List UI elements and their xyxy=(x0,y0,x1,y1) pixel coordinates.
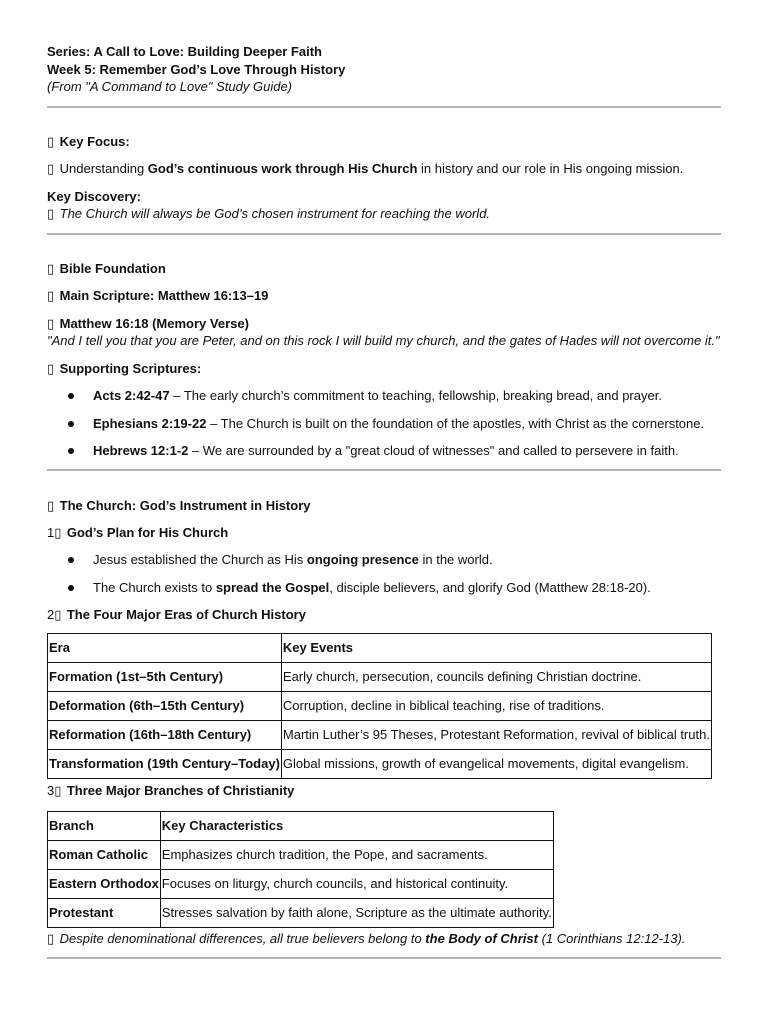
era-name: Formation (1st–5th Century) xyxy=(48,663,282,692)
table-header-row xyxy=(48,812,554,841)
missing-glyph-icon: ▯ xyxy=(47,206,55,221)
era-name: Reformation (16th–18th Century) xyxy=(48,721,282,750)
era-events: Global missions, growth of evangelical movements, digital evangelism. xyxy=(281,750,711,779)
supporting-scripture-item: Hebrews 12:1-2 – We are surrounded by a "great cloud of witnesses" and called to persevere in faith. xyxy=(93,443,679,458)
table-header-cell: Branch xyxy=(48,812,161,841)
missing-glyph-icon: ▯ xyxy=(47,134,55,149)
table-row xyxy=(48,692,712,721)
plan-item: Jesus established the Church as His ongoing presence in the world. xyxy=(93,552,493,567)
memory-verse-heading: ▯ Matthew 16:18 (Memory Verse) xyxy=(47,316,249,331)
era-events: Martin Luther’s 95 Theses, Protestant Reformation, revival of biblical truth. xyxy=(281,721,711,750)
church-section-heading: ▯ The Church: God’s Instrument in History xyxy=(47,498,311,513)
table-row xyxy=(48,750,712,779)
table-row xyxy=(48,721,712,750)
table-header-cell: Key Characteristics xyxy=(160,812,553,841)
branches-heading: 3▯ Three Major Branches of Christianity xyxy=(47,783,295,798)
missing-glyph-icon: ▯ xyxy=(47,316,55,331)
unity-note: ▯ Despite denominational differences, all true believers belong to the Body of Christ (1 Corinthians 12:12-13). xyxy=(47,931,686,946)
divider xyxy=(47,233,721,235)
supporting-scripture-item: Acts 2:42-47 – The early church’s commitment to teaching, fellowship, breaking bread, and prayer. xyxy=(93,388,662,403)
branches-table xyxy=(47,811,554,928)
bullet-icon xyxy=(68,393,74,399)
branch-characteristics: Stresses salvation by faith alone, Scripture as the ultimate authority. xyxy=(160,899,553,928)
table-row xyxy=(48,870,554,899)
era-events: Corruption, decline in biblical teaching, rise of traditions. xyxy=(281,692,711,721)
table-row xyxy=(48,663,712,692)
missing-glyph-icon: ▯ xyxy=(47,361,55,376)
missing-glyph-icon: ▯ xyxy=(47,161,55,176)
missing-glyph-icon: ▯ xyxy=(47,288,55,303)
era-name: Deformation (6th–15th Century) xyxy=(48,692,282,721)
week-title: Week 5: Remember God’s Love Through History xyxy=(47,62,346,77)
key-focus-text: ▯ Understanding God’s continuous work through His Church in history and our role in His ongoing mission. xyxy=(47,161,684,176)
branch-name: Roman Catholic xyxy=(48,841,161,870)
table-header-cell: Era xyxy=(48,634,282,663)
divider xyxy=(47,106,721,108)
bullet-icon xyxy=(68,585,74,591)
bible-foundation-heading: ▯ Bible Foundation xyxy=(47,261,166,276)
key-discovery-text: ▯ The Church will always be God’s chosen instrument for reaching the world. xyxy=(47,206,491,221)
memory-verse-text: "And I tell you that you are Peter, and on this rock I will build my church, and the gates of Hades will not overcome it." xyxy=(47,333,720,348)
series-title: Series: A Call to Love: Building Deeper Faith xyxy=(47,44,322,59)
missing-glyph-icon: ▯ xyxy=(54,525,62,540)
bullet-icon xyxy=(68,448,74,454)
bullet-icon xyxy=(68,557,74,563)
table-header-cell: Key Events xyxy=(281,634,711,663)
key-discovery-heading: Key Discovery: xyxy=(47,189,141,204)
table-header-row xyxy=(48,634,712,663)
plan-heading: 1▯ God’s Plan for His Church xyxy=(47,525,229,540)
missing-glyph-icon: ▯ xyxy=(47,261,55,276)
branch-characteristics: Emphasizes church tradition, the Pope, and sacraments. xyxy=(160,841,553,870)
main-scripture: ▯ Main Scripture: Matthew 16:13–19 xyxy=(47,288,269,303)
eras-table xyxy=(47,633,712,779)
plan-item: The Church exists to spread the Gospel, disciple believers, and glorify God (Matthew 28:18-20). xyxy=(93,580,651,595)
missing-glyph-icon: ▯ xyxy=(47,498,55,513)
missing-glyph-icon: ▯ xyxy=(54,783,62,798)
supporting-scriptures-heading: ▯ Supporting Scriptures: xyxy=(47,361,202,376)
key-focus-heading: ▯ Key Focus: xyxy=(47,134,130,149)
missing-glyph-icon: ▯ xyxy=(54,607,62,622)
divider xyxy=(47,957,721,959)
supporting-scripture-item: Ephesians 2:19-22 – The Church is built on the foundation of the apostles, with Christ as the cornerstone. xyxy=(93,416,705,431)
divider xyxy=(47,469,721,471)
source-note: (From "A Command to Love" Study Guide) xyxy=(47,79,293,94)
era-name: Transformation (19th Century–Today) xyxy=(48,750,282,779)
table-row xyxy=(48,899,554,928)
era-events: Early church, persecution, councils defining Christian doctrine. xyxy=(281,663,711,692)
eras-heading: 2▯ The Four Major Eras of Church History xyxy=(47,607,306,622)
missing-glyph-icon: ▯ xyxy=(47,931,55,946)
branch-characteristics: Focuses on liturgy, church councils, and historical continuity. xyxy=(160,870,553,899)
branch-name: Protestant xyxy=(48,899,161,928)
table-row xyxy=(48,841,554,870)
branch-name: Eastern Orthodox xyxy=(48,870,161,899)
bullet-icon xyxy=(68,421,74,427)
